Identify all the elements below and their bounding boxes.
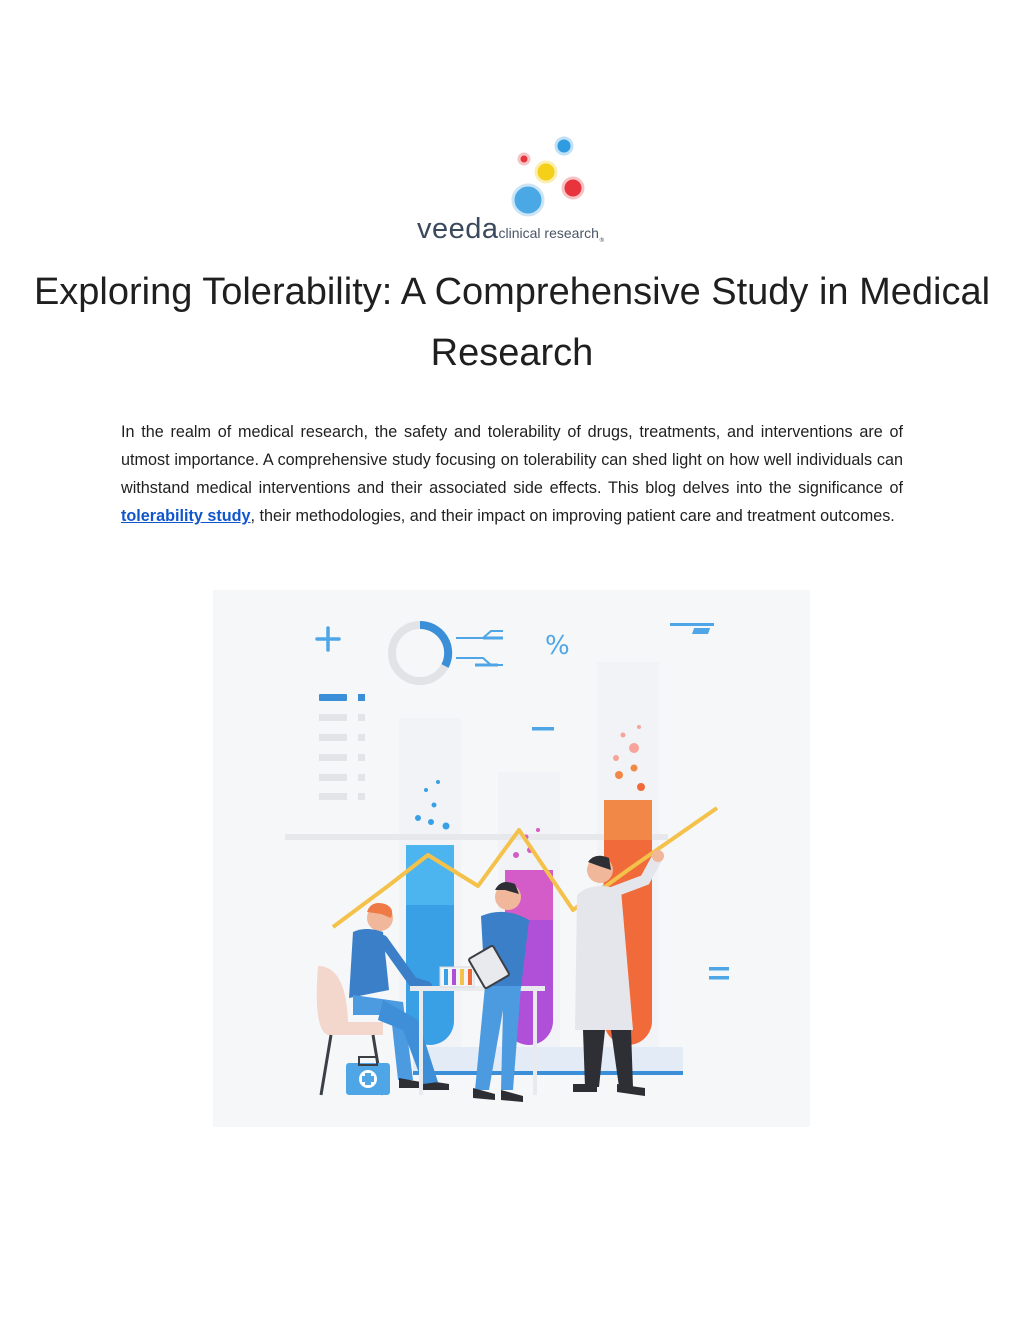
decor-dashes-icon <box>670 623 714 634</box>
lab-scene-image <box>213 590 810 1127</box>
logo-dots-icon <box>412 130 612 220</box>
veeda-logo[interactable] <box>412 130 612 245</box>
brand-subtitle: clinical research <box>498 225 599 241</box>
intro-text-after: , their methodologies, and their impact on improving patient care and treatment outcomes. <box>250 507 895 525</box>
page-title: Exploring Tolerability: A Comprehensive Study in Medical Research <box>33 271 991 374</box>
plus-icon <box>317 628 339 650</box>
minus-icon <box>532 727 554 731</box>
brand-name: veeda <box>417 213 499 245</box>
donut-chart-icon <box>392 625 448 681</box>
percent-icon: % <box>545 631 570 661</box>
intro-paragraph <box>121 418 903 530</box>
platform <box>413 1047 683 1075</box>
medical-kit-icon <box>346 1057 390 1095</box>
intro-text-before: In the realm of medical research, the safety and tolerability of drugs, treatments, and interventions are of utmost importance. A comprehensive study focusing on tolerability can shed light on how well individuals can withstand medical interventions and their associated side effects. This blog delves into the significance of <box>121 423 903 497</box>
test-tube-blue <box>406 845 454 1045</box>
tolerability-study-link[interactable]: tolerability study <box>121 507 251 525</box>
lab-illustration <box>213 590 810 1127</box>
equals-icon <box>709 967 729 980</box>
list-lines-icon <box>319 694 365 800</box>
connector-lines-icon <box>456 631 503 665</box>
logo-wordmark <box>417 213 605 246</box>
registered-mark: ® <box>598 237 605 245</box>
